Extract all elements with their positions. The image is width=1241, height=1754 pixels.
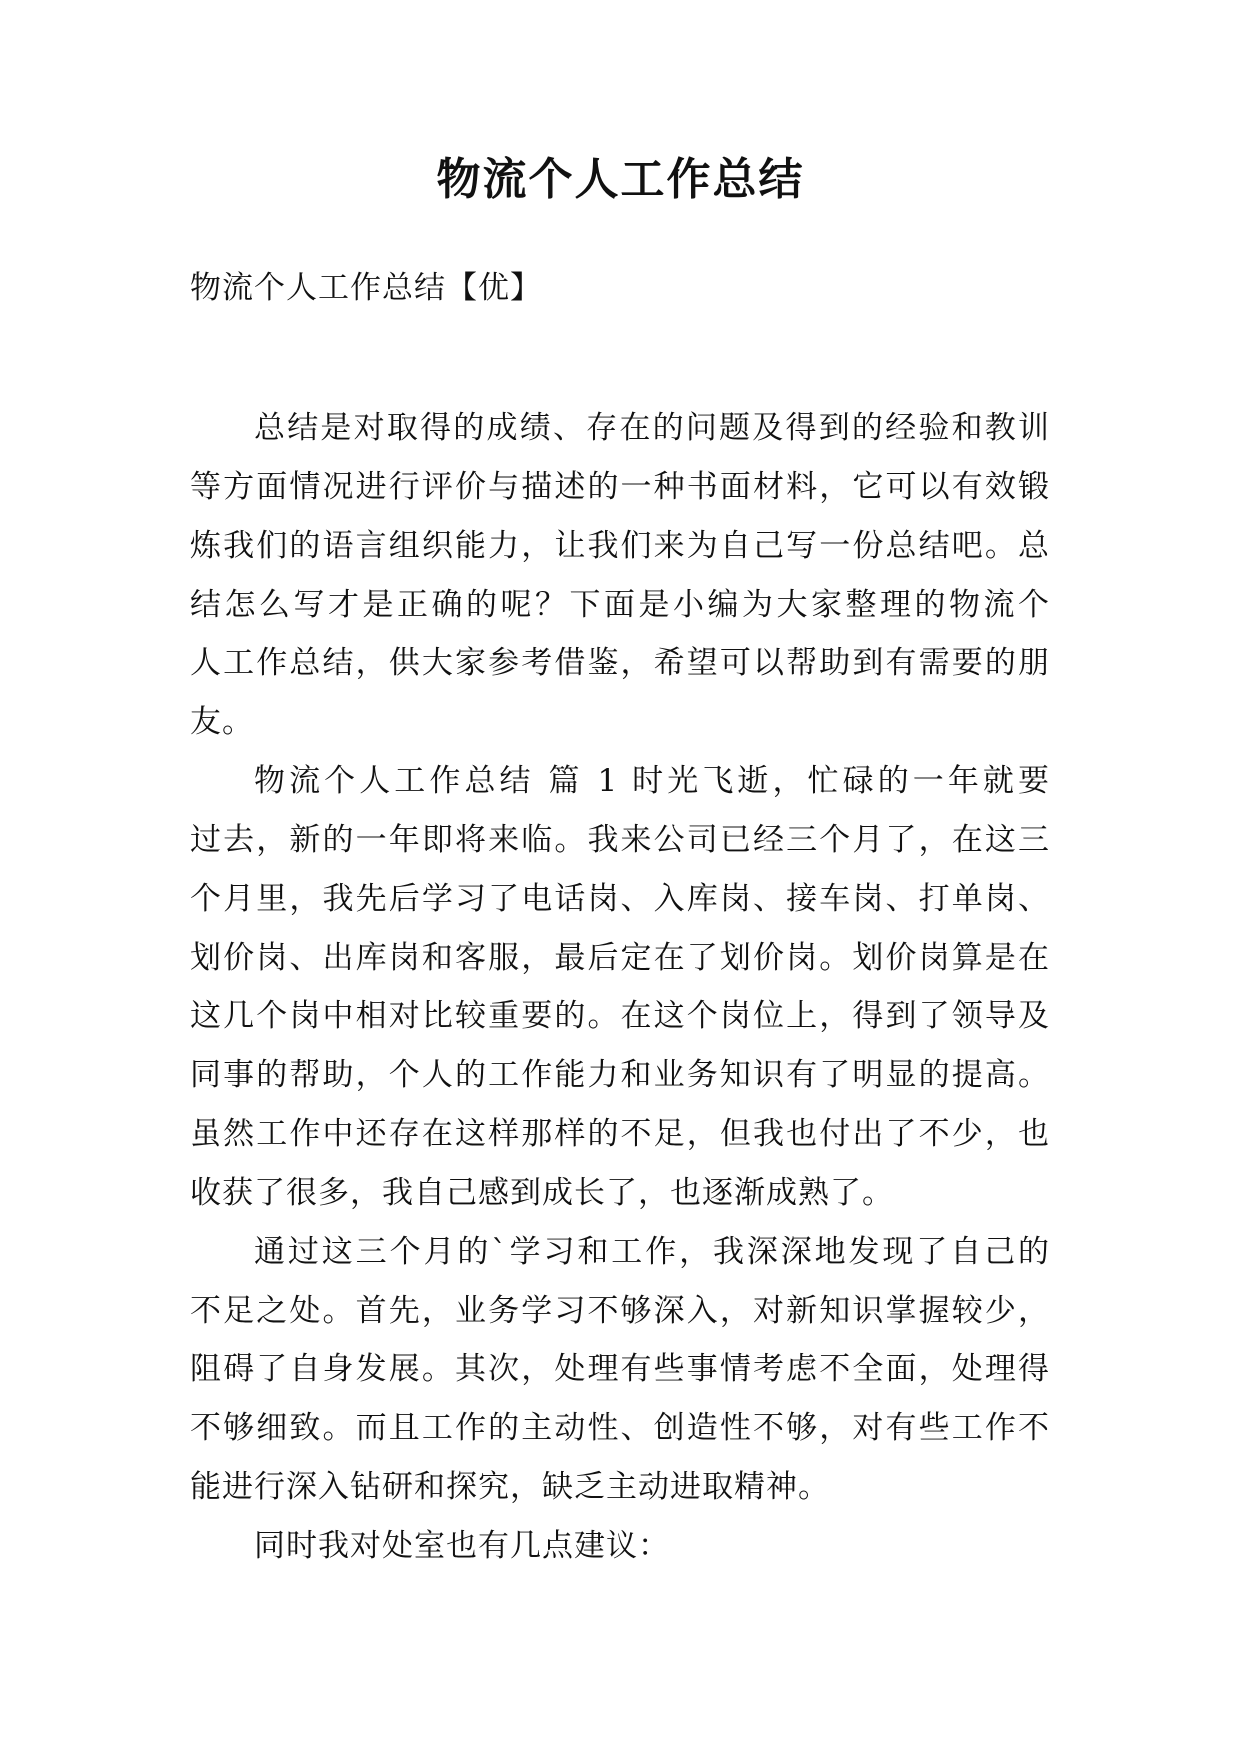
paragraph-line: 同时我对处室也有几点建议： <box>254 1528 670 1564</box>
document-subtitle: 物流个人工作总结【优】 <box>190 270 542 306</box>
paragraph-line: 结怎么写才是正确的呢？下面是小编为大家整理的物流个 <box>190 587 1050 623</box>
paragraph-line: 能进行深入钻研和探究，缺乏主动进取精神。 <box>190 1469 830 1505</box>
paragraph-line: 过去，新的一年即将来临。我来公司已经三个月了，在这三 <box>190 822 1050 858</box>
paragraph-line: 不够细致。而且工作的主动性、创造性不够，对有些工作不 <box>190 1410 1050 1446</box>
paragraph-line: 划价岗、出库岗和客服，最后定在了划价岗。划价岗算是在 <box>190 940 1050 976</box>
paragraph-line: 物流个人工作总结 篇 1 时光飞逝，忙碌的一年就要 <box>254 763 1050 799</box>
paragraph-line: 个月里，我先后学习了电话岗、入库岗、接车岗、打单岗、 <box>190 881 1050 917</box>
paragraph-line: 不足之处。首先，业务学习不够深入，对新知识掌握较少， <box>190 1293 1050 1329</box>
paragraph-line: 收获了很多，我自己感到成长了，也逐渐成熟了。 <box>190 1175 894 1211</box>
paragraph-line: 炼我们的语言组织能力，让我们来为自己写一份总结吧。总 <box>190 528 1050 564</box>
paragraph-line: 通过这三个月的`学习和工作，我深深地发现了自己的 <box>254 1234 1050 1270</box>
paragraph-line: 总结是对取得的成绩、存在的问题及得到的经验和教训 <box>254 410 1050 446</box>
paragraph-line: 阻碍了自身发展。其次，处理有些事情考虑不全面，处理得 <box>190 1351 1050 1387</box>
paragraph-line: 这几个岗中相对比较重要的。在这个岗位上，得到了领导及 <box>190 998 1050 1034</box>
paragraph-line: 人工作总结，供大家参考借鉴，希望可以帮助到有需要的朋 <box>190 645 1050 681</box>
paragraph-line: 友。 <box>190 704 254 740</box>
paragraph-line: 虽然工作中还存在这样那样的不足，但我也付出了不少，也 <box>190 1116 1050 1152</box>
document-title: 物流个人工作总结 <box>436 154 805 205</box>
paragraph-line: 等方面情况进行评价与描述的一种书面材料，它可以有效锻 <box>190 469 1050 505</box>
paragraph-line: 同事的帮助，个人的工作能力和业务知识有了明显的提高。 <box>190 1057 1050 1093</box>
